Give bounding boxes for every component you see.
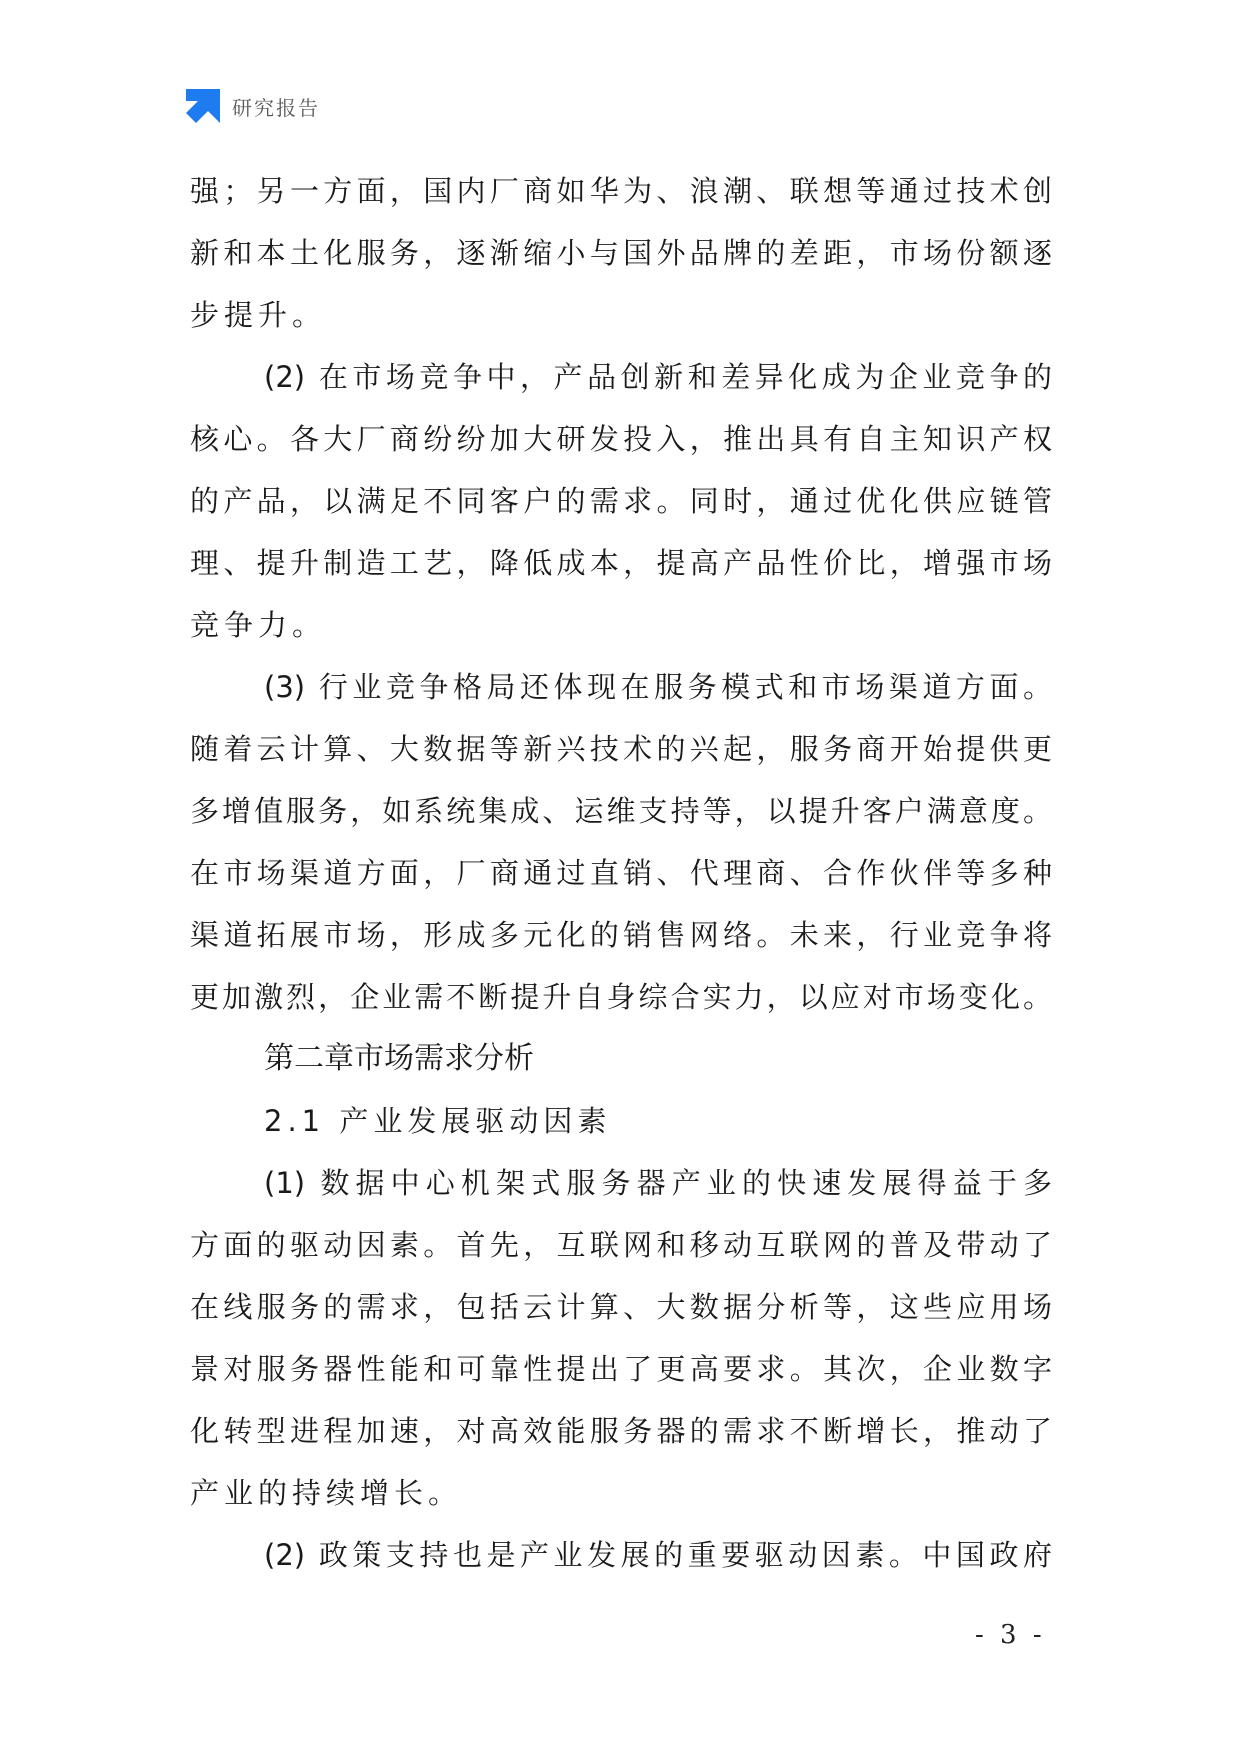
text-line: (3) 行业竞争格局还体现在服务模式和市场渠道方面。	[264, 670, 1052, 704]
page-number: - 3 -	[975, 1620, 1046, 1650]
text-line: 核心。各大厂商纷纷加大研发投入，推出具有自主知识产权	[190, 422, 1052, 456]
header-title: 研究报告	[232, 95, 320, 120]
text-line: (1) 数据中心机架式服务器产业的快速发展得益于多	[264, 1166, 1052, 1200]
text-line: 的产品，以满足不同客户的需求。同时，通过优化供应链管	[190, 484, 1052, 518]
text-line: 化转型进程加速，对高效能服务器的需求不断增长，推动了	[190, 1414, 1052, 1448]
text-line: (2) 政策支持也是产业发展的重要驱动因素。中国政府	[264, 1538, 1052, 1572]
text-line: 新和本土化服务，逐渐缩小与国外品牌的差距，市场份额逐	[190, 236, 1052, 270]
text-line: 理、提升制造工艺，降低成本，提高产品性价比，增强市场	[190, 546, 1052, 580]
report-header	[186, 88, 320, 124]
text-line: 多增值服务，如系统集成、运维支持等，以提升客户满意度。	[190, 794, 1052, 828]
text-line: 景对服务器性能和可靠性提出了更高要求。其次，企业数字	[190, 1352, 1052, 1386]
text-line: (2) 在市场竞争中，产品创新和差异化成为企业竞争的	[264, 360, 1052, 394]
text-line: 渠道拓展市场，形成多元化的销售网络。未来，行业竞争将	[190, 918, 1052, 952]
text-line: 步提升。	[190, 298, 327, 332]
text-line: 竞争力。	[190, 608, 327, 642]
text-line: 在市场渠道方面，厂商通过直销、代理商、合作伙伴等多种	[190, 856, 1052, 890]
text-line: 2.1 产业发展驱动因素	[264, 1104, 612, 1138]
document-body	[190, 160, 1052, 1586]
text-line: 随着云计算、大数据等新兴技术的兴起，服务商开始提供更	[190, 732, 1052, 766]
arrow-logo-icon	[186, 89, 220, 123]
text-line: 方面的驱动因素。首先，互联网和移动互联网的普及带动了	[190, 1228, 1052, 1262]
chapter-heading: 第二章市场需求分析	[264, 1042, 534, 1075]
text-line: 产业的持续增长。	[190, 1476, 463, 1510]
text-line: 在线服务的需求，包括云计算、大数据分析等，这些应用场	[190, 1290, 1052, 1324]
text-line: 强；另一方面，国内厂商如华为、浪潮、联想等通过技术创	[190, 174, 1052, 208]
text-line: 更加激烈，企业需不断提升自身综合实力，以应对市场变化。	[190, 980, 1052, 1014]
